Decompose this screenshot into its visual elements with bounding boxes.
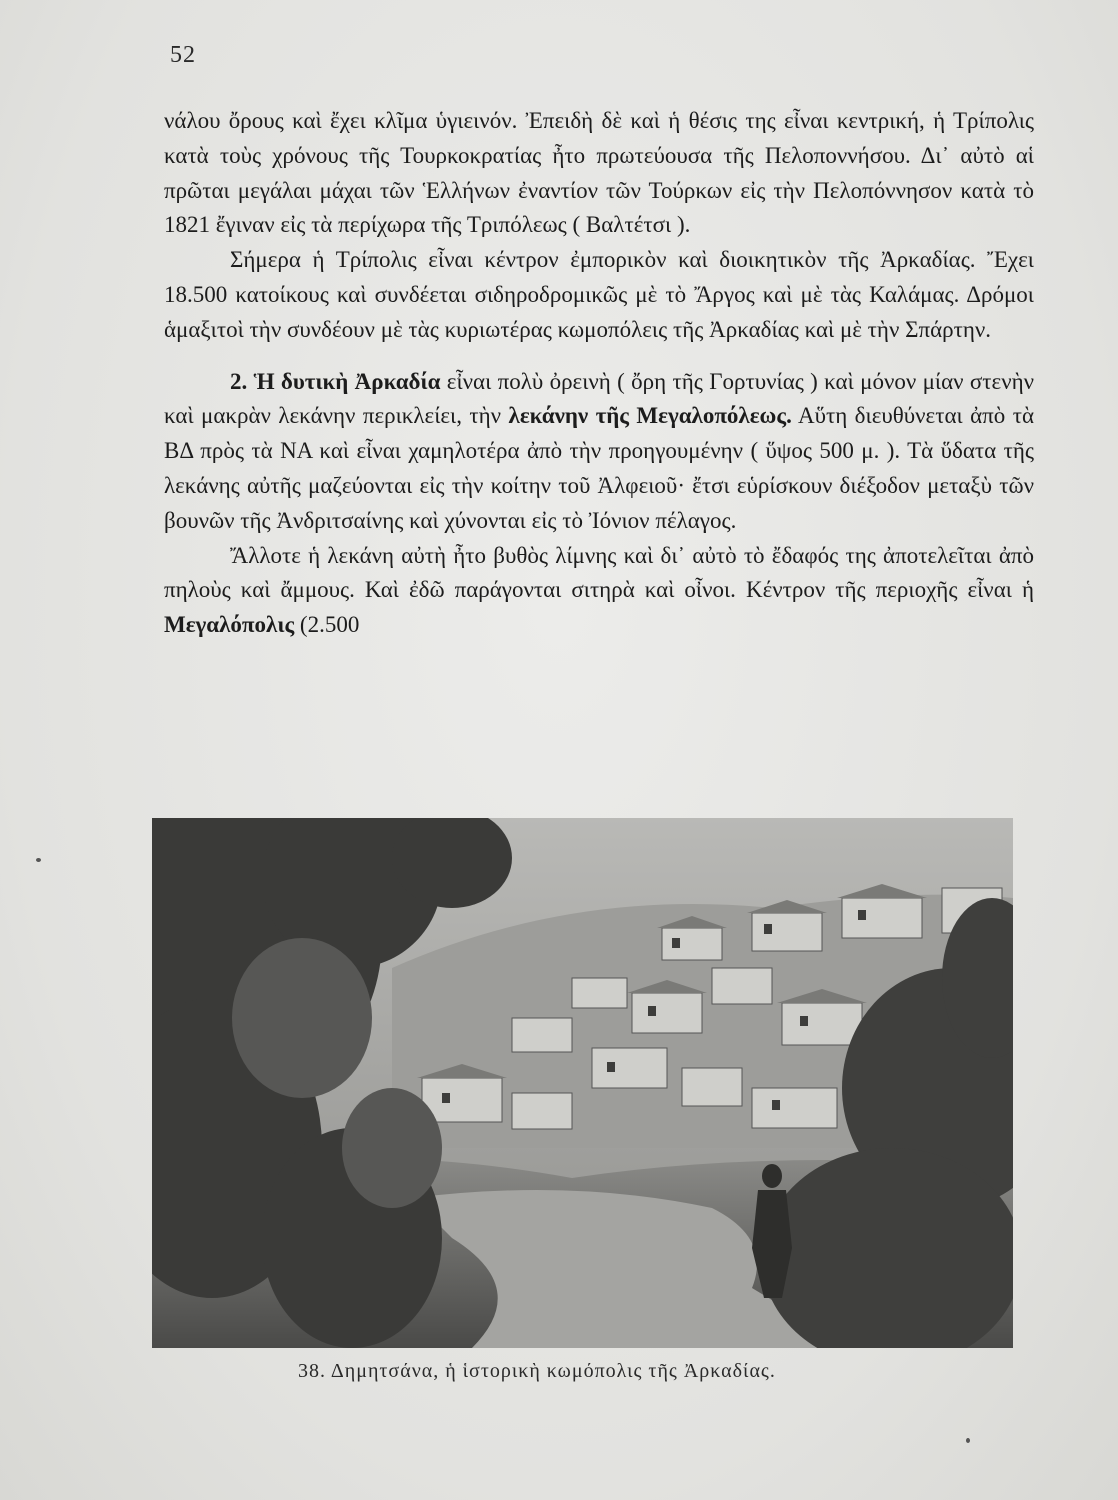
paragraph-west-arcadia bbox=[164, 365, 1034, 539]
section-number: 2. bbox=[230, 368, 248, 394]
body-text bbox=[164, 104, 1034, 643]
term-megalopolis: Μεγαλόπολις bbox=[164, 612, 295, 638]
paragraph-text: εἶναι πολὺ ὀρεινὴ ( ὄρη τῆς Γορτυνίας ) καὶ μόνον μίαν στενὴν καὶ μακρὰν λεκάνην περικλείει, τὴν bbox=[164, 368, 1035, 429]
paragraph-tripolis-history: νάλου ὄρους καὶ ἔχει κλῖμα ὑγιεινόν. Ἐπειδὴ δὲ καὶ ἡ θέσις της εἶναι κεντρική, ἡ Τρίπολις κατὰ τοὺς χρόνους τῆς Τουρκοκρατίας ἦτο πρωτεύουσα τῆς Πελοποννήσου. Δι᾿ αὐτὸ αἱ πρῶται μεγάλαι μάχαι τῶν Ἑλλήνων ἐναντίον τῶν Τούρκων εἰς τὴν Πελοπόννησον κατὰ τὸ 1821 ἔγιναν εἰς τὰ περίχωρα τῆς Τριπόλεως ( Βαλτέτσι ). bbox=[164, 108, 1034, 238]
paragraph-text: (2.500 bbox=[294, 612, 360, 638]
print-speck bbox=[36, 858, 41, 862]
term-megalopolis-basin: λεκάνην τῆς Μεγαλοπόλεως. bbox=[508, 403, 792, 429]
figure-caption: 38. Δημητσάνα, ἡ ἱστορικὴ κωμόπολις τῆς Ἀρκαδίας. bbox=[298, 1360, 776, 1382]
paragraph-basin-lake bbox=[164, 539, 1034, 643]
photo-dimitsana bbox=[152, 818, 1013, 1348]
paragraph-text: Αὕτη διευθύνεται ἀπὸ τὰ ΒΔ πρὸς τὰ ΝΑ καὶ εἶναι χαμηλοτέρα ἀπὸ τὴν προηγουμένην ( ὕψος 500 μ. ). Τὰ ὕδατα τῆς λεκάνης αὐτῆς μαζεύονται εἰς τὴν κοίτην τοῦ Ἀλφειοῦ· ἔτσι εὑρίσκουν διέξοδον μεταξὺ τῶν βουνῶν τῆς Ἀνδριτσαίνης καὶ χύνονται εἰς τὸ Ἰόνιον πέλαγος. bbox=[164, 403, 1034, 533]
page-number: 52 bbox=[170, 42, 196, 68]
paragraph-tripolis-today: Σήμερα ἡ Τρίπολις εἶναι κέντρον ἐμπορικὸν καὶ διοικητικὸν τῆς Ἀρκαδίας. Ἔχει 18.500 κατοίκους καὶ συνδέεται σιδηροδρομικῶς μὲ τὸ Ἄργος καὶ μὲ τὰς Καλάμας. Δρόμοι ἁμαξιτοὶ τὴν συνδέουν μὲ τὰς κυριωτέρας κωμοπόλεις τῆς Ἀρκαδίας καὶ μὲ τὴν Σπάρτην. bbox=[164, 247, 1034, 342]
section-heading: Ἡ δυτικὴ Ἀρκαδία bbox=[253, 368, 441, 394]
paragraph-text: Ἄλλοτε ἡ λεκάνη αὐτὴ ἦτο βυθὸς λίμνης καὶ δι᾿ αὐτὸ τὸ ἔδαφός της ἀποτελεῖται ἀπὸ πηλοὺς καὶ ἄμμους. Καὶ ἐδῶ παράγονται σιτηρὰ καὶ οἶνοι. Κέντρον τῆς περιοχῆς εἶναι ἡ bbox=[164, 542, 1034, 603]
print-speck bbox=[966, 1438, 970, 1443]
